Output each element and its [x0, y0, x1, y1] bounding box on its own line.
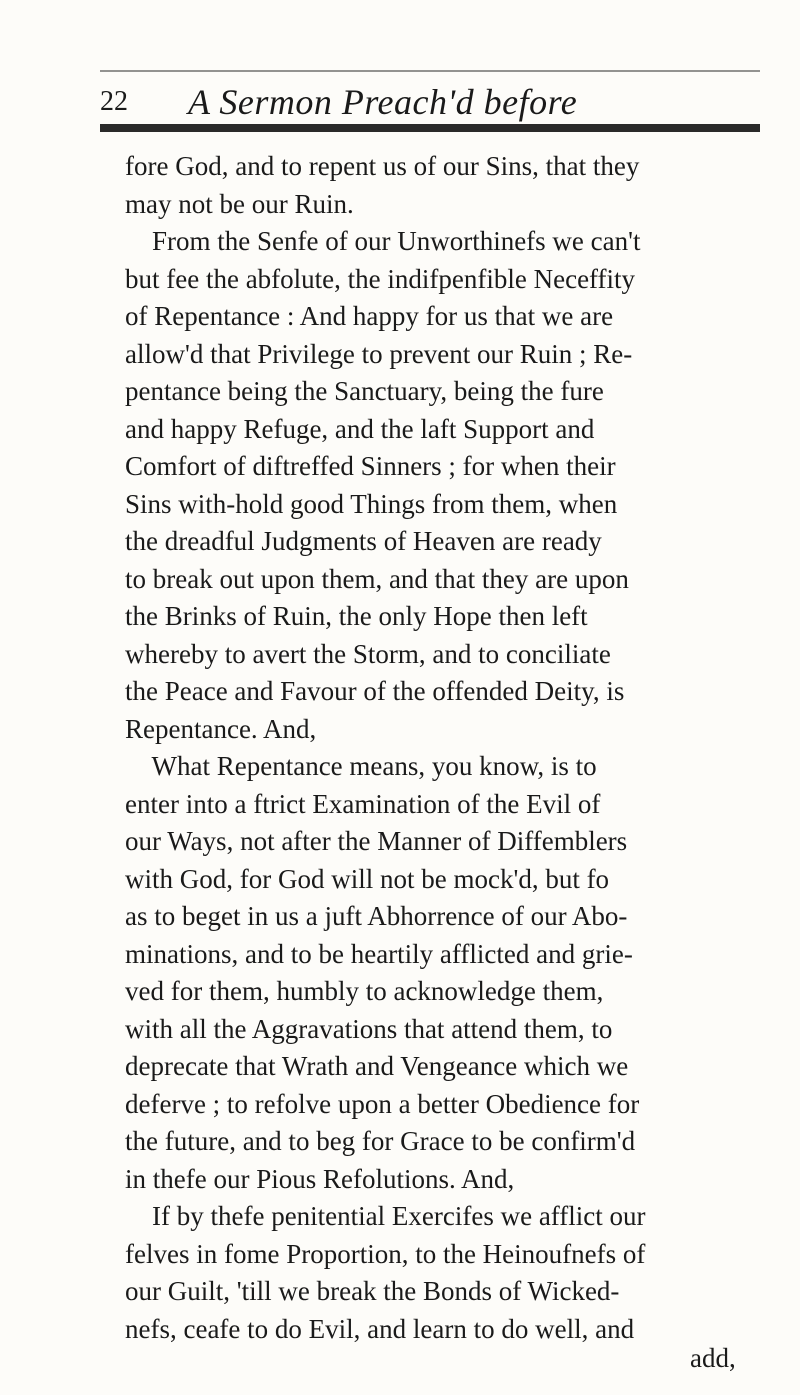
text-line: the dreadful Judgments of Heaven are ready	[125, 526, 602, 556]
text-line: nefs, ceafe to do Evil, and learn to do well, and	[125, 1313, 635, 1344]
running-head: A Sermon Preach'd before	[188, 82, 578, 122]
text-line: the Peace and Favour of the offended Deity, is	[125, 676, 625, 706]
text-line: but fee the abfolute, the indifpenfible Neceffity	[125, 263, 636, 294]
header-bottom-rule	[100, 124, 760, 132]
text-line: Sins with-hold good Things from them, when	[125, 488, 618, 519]
text-line: with God, for God will not be mock'd, but fo	[125, 863, 610, 894]
text-line: our Guilt, 'till we break the Bonds of Wicked-	[125, 1276, 620, 1306]
text-line: ved for them, humbly to acknowledge them,	[125, 976, 604, 1006]
text-line: to break out upon them, and that they are upon	[125, 563, 629, 594]
text-line: enter into a ftrict Examination of the Evil of	[125, 788, 601, 819]
text-line: pentance being the Sanctuary, being the fure	[125, 376, 604, 406]
text-line: minations, and to be heartily afflicted and grie-	[125, 938, 633, 969]
text-line: deprecate that Wrath and Vengeance which we	[125, 1051, 629, 1081]
text-line: From the Senfe of our Unworthinefs we can't	[125, 226, 641, 256]
text-line: may not be our Ruin.	[125, 188, 354, 219]
text-line: If by thefe penitential Exercifes we afflict our	[125, 1201, 646, 1231]
page-number: 22	[100, 86, 128, 117]
sermon-body-text	[125, 148, 765, 1348]
text-line: the future, and to beg for Grace to be confirm'd	[125, 1126, 636, 1156]
page-header	[100, 78, 760, 122]
text-line: in thefe our Pious Refolutions. And,	[125, 1163, 515, 1194]
text-line: our Ways, not after the Manner of Diffemblers	[125, 826, 628, 856]
text-line: of Repentance : And happy for us that we are	[125, 301, 614, 331]
text-line: whereby to avert the Storm, and to conciliate	[125, 638, 611, 669]
text-line: allow'd that Privilege to prevent our Ruin ; Re-	[125, 338, 633, 369]
text-line: Repentance. And,	[125, 713, 317, 744]
text-line: fore God, and to repent us of our Sins, that they	[125, 151, 640, 181]
text-line: deferve ; to refolve upon a better Obedience for	[125, 1088, 640, 1119]
text-line: with all the Aggravations that attend them, to	[125, 1013, 613, 1044]
text-line: and happy Refuge, and the laft Support and	[125, 413, 595, 444]
text-line: felves in fome Proportion, to the Heinoufnefs of	[125, 1238, 646, 1269]
catchword: add,	[690, 1343, 736, 1373]
header-top-rule	[100, 70, 760, 72]
text-line: as to beget in us a juft Abhorrence of our Abo-	[125, 901, 628, 931]
text-line: What Repentance means, you know, is to	[125, 751, 597, 781]
text-line: Comfort of diftreffed Sinners ; for when their	[125, 451, 616, 481]
text-line: the Brinks of Ruin, the only Hope then left	[125, 601, 588, 631]
